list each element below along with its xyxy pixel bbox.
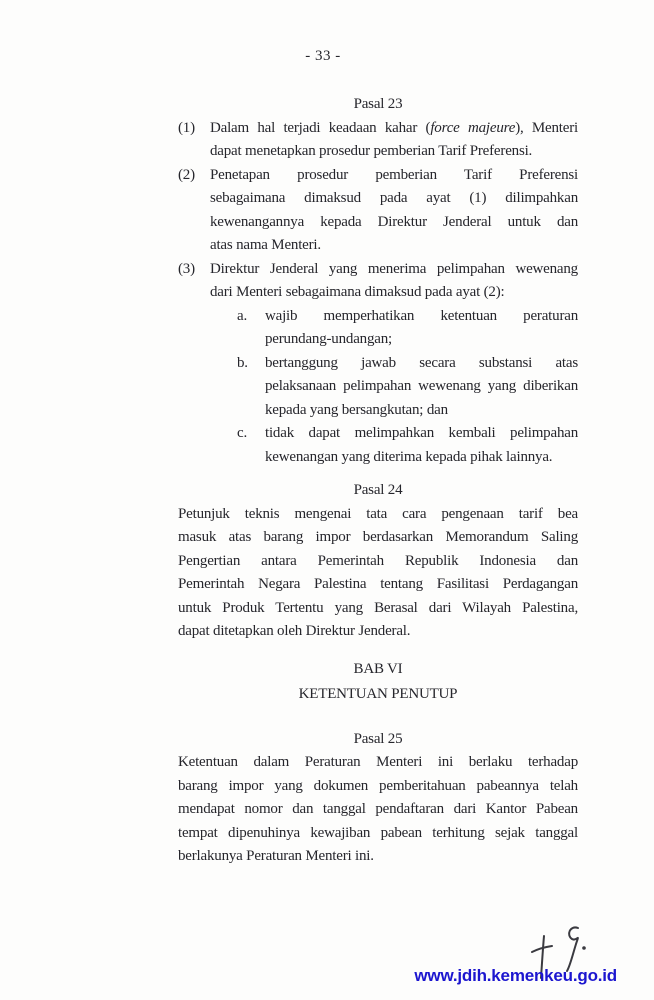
item-marker: (2)	[178, 166, 195, 183]
chapter-title: KETENTUAN PENUTUP	[298, 685, 458, 702]
pasal-23-heading: Pasal 23	[353, 96, 403, 112]
page-number: - 33 -	[305, 48, 341, 64]
text-line: Direktur Jenderal yang menerima pelimpahan wewenang	[210, 260, 578, 277]
text-line: perundang-undangan;	[265, 331, 392, 347]
text-line: Pemerintah Negara Palestina tentang Fasilitasi Perdagangan	[178, 576, 578, 592]
text-line: Pengertian antara Pemerintah Republik Indonesia dan	[178, 552, 578, 569]
text-line: untuk Produk Tertentu yang Berasal dari Wilayah Palestina,	[178, 599, 578, 616]
subitem-text	[265, 422, 578, 469]
item-marker: (3)	[178, 260, 195, 277]
text-line: berlakunya Peraturan Menteri ini.	[178, 848, 374, 864]
text-line: barang impor yang dokumen pemberitahuan pabeannya telah	[178, 777, 578, 794]
text-line: tidak dapat melimpahkan kembali pelimpahan	[265, 425, 578, 441]
text-line: pelaksanaan pelimpahan wewenang yang diberikan	[265, 378, 578, 394]
text-line: atas nama Menteri.	[210, 237, 321, 253]
pasal-24-paragraph	[178, 503, 578, 644]
item-text	[210, 117, 578, 164]
pasal-25-paragraph	[178, 751, 578, 869]
item-marker: (1)	[178, 119, 195, 136]
pasal23-item-2	[178, 164, 578, 258]
pasal23-item-1	[178, 117, 578, 164]
text-line: kewenangannya kepada Direktur Jenderal untuk dan	[210, 213, 578, 230]
bab-vi-heading	[178, 657, 578, 707]
pasal23-subitem-a	[237, 305, 578, 352]
item-text	[210, 258, 578, 305]
document-body	[178, 93, 578, 869]
pasal23-subitem-c	[237, 422, 578, 469]
chapter-number: BAB VI	[353, 660, 403, 677]
text-line: wajib memperhatikan ketentuan peraturan	[265, 307, 578, 324]
text-line: masuk atas barang impor berdasarkan Memorandum Saling	[178, 529, 578, 545]
text-line: dapat menetapkan prosedur pemberian Tarif Preferensi.	[210, 143, 533, 159]
text-line: dapat ditetapkan oleh Direktur Jenderal.	[178, 623, 411, 639]
jdih-watermark-link[interactable]: www.jdih.kemenkeu.go.id	[414, 966, 617, 985]
text-line: bertanggung jawab secara substansi atas	[265, 354, 578, 371]
subitem-marker: c.	[237, 425, 248, 441]
text-line: Ketentuan dalam Peraturan Menteri ini berlaku terhadap	[178, 754, 578, 770]
text-line: Petunjuk teknis mengenai tata cara pengenaan tarif bea	[178, 505, 578, 522]
text-line: sebagaimana dimaksud pada ayat (1) dilimpahkan	[210, 190, 578, 206]
subitem-text	[265, 305, 578, 352]
text-line: kewenangan yang diterima kepada pihak lainnya.	[265, 448, 553, 465]
text-line: tempat dipenuhinya kewajiban pabean terhitung sejak tanggal	[178, 824, 578, 841]
text-line: kepada yang bersangkutan; dan	[265, 401, 448, 418]
text-line: Dalam hal terjadi keadaan kahar (force majeure), Menteri	[210, 119, 578, 136]
subitem-text	[265, 352, 578, 423]
subitem-marker: b.	[237, 354, 248, 371]
pasal23-item-3	[178, 258, 578, 305]
subitem-marker: a.	[237, 307, 248, 324]
pasal-25-heading: Pasal 25	[353, 730, 403, 747]
text-line: Penetapan prosedur pemberian Tarif Preferensi	[210, 166, 578, 183]
text-line: dari Menteri sebagaimana dimaksud pada ayat (2):	[210, 284, 505, 300]
text-line: mendapat nomor dan tanggal pendaftaran dari Kantor Pabean	[178, 801, 578, 817]
pasal-24-heading: Pasal 24	[353, 482, 403, 498]
item-text	[210, 164, 578, 258]
pasal23-subitem-b	[237, 352, 578, 423]
